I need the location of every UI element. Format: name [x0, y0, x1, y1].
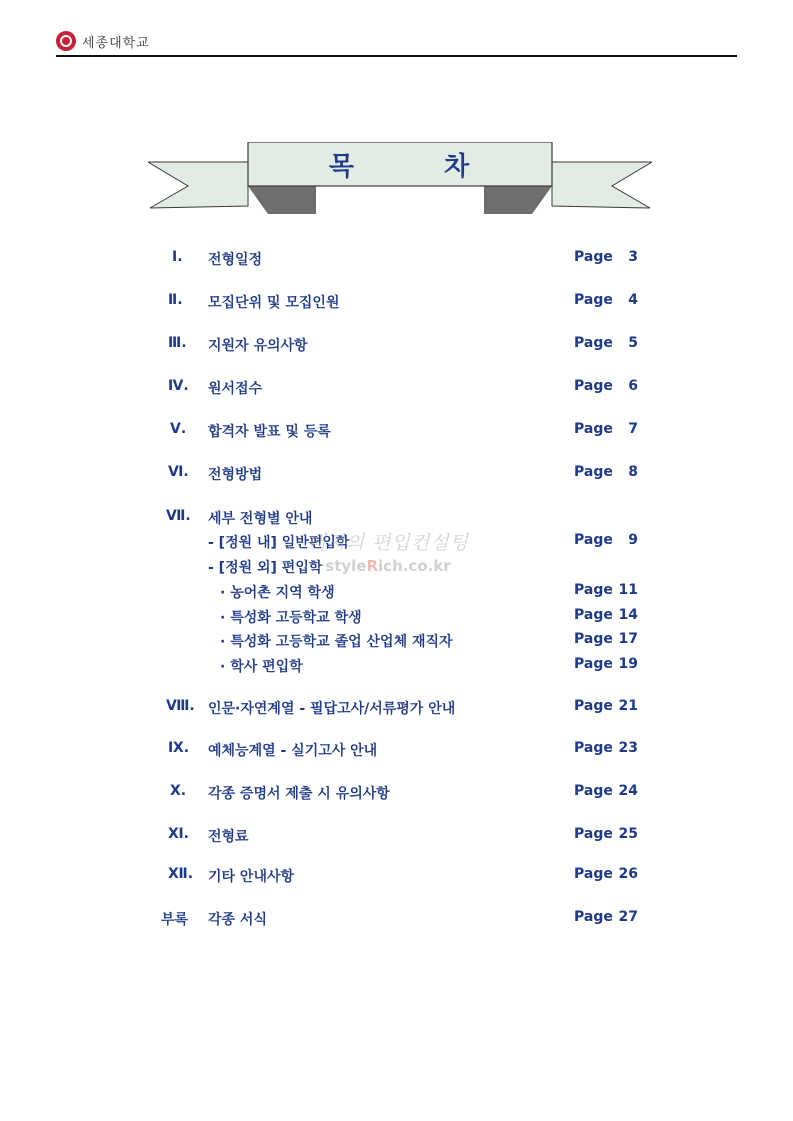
toc-row-title: 전형일정 — [208, 252, 263, 268]
toc-row-title: 예체능계열 - 실기고사 안내 — [208, 743, 378, 759]
toc-row-title: 합격자 발표 및 등록 — [208, 424, 331, 440]
toc-row-page: Page 7 — [574, 421, 638, 437]
toc-row-title: 모집단위 및 모집인원 — [208, 295, 340, 311]
toc-row-page: Page 27 — [574, 909, 638, 925]
toc-row-number: Ⅷ. — [166, 698, 195, 714]
toc-subrow-title: · 농어촌 지역 학생 — [220, 585, 335, 601]
toc-row-title: 각종 서식 — [208, 912, 267, 928]
toc-subrow-page: Page 17 — [574, 631, 638, 647]
toc-row-title: 각종 증명서 제출 시 유의사항 — [208, 786, 390, 802]
toc-subrow-page: Page 19 — [574, 656, 638, 672]
toc-row-number: Ⅶ. — [166, 508, 191, 524]
toc-row-number: Ⅺ. — [168, 826, 189, 842]
toc-row-number: Ⅲ. — [168, 335, 187, 351]
toc-row-page: Page 3 — [574, 249, 638, 265]
toc-row-title: 전형방법 — [208, 467, 263, 483]
toc-row-number: Ⅻ. — [168, 866, 194, 882]
toc-row-title: 지원자 유의사항 — [208, 338, 308, 354]
toc-subrow-title: · 특성화 고등학교 졸업 산업체 재직자 — [220, 634, 453, 650]
toc-row-page: Page 24 — [574, 783, 638, 799]
toc-row-title: 원서접수 — [208, 381, 263, 397]
toc-row-title: 기타 안내사항 — [208, 869, 295, 885]
toc-row-page: Page 8 — [574, 464, 638, 480]
toc-row-page: Page 26 — [574, 866, 638, 882]
toc-title-left: 목 — [328, 151, 356, 182]
watermark-line2: styleRich.co.kr — [325, 557, 451, 575]
toc-row-number: 부록 — [161, 912, 189, 928]
toc-row-number: Ⅴ. — [170, 421, 187, 437]
toc-subrow-title: · 특성화 고등학교 학생 — [220, 610, 362, 626]
toc-row-title: 인문·자연계열 - 필답고사/서류평가 안내 — [208, 701, 456, 717]
toc-subrow-page: Page 14 — [574, 607, 638, 623]
toc-subrow-title: · 학사 편입학 — [220, 659, 303, 675]
toc-row-title: 세부 전형별 안내 — [208, 511, 313, 527]
toc-subrow-title: - [정원 내] 일반편입학 — [208, 535, 350, 551]
toc-row-number: Ⅰ. — [172, 249, 183, 265]
watermark-line1: 대치의 편입컨설팅 — [307, 532, 469, 554]
toc-row-title: 전형료 — [208, 829, 249, 845]
toc-row-number: Ⅱ. — [168, 292, 183, 308]
toc-row-page: Page 5 — [574, 335, 638, 351]
toc-row-page: Page 21 — [574, 698, 638, 714]
toc-subrow-title: - [정원 외] 편입학 — [208, 560, 323, 576]
toc-row-page: Page 25 — [574, 826, 638, 842]
toc-row-number: Ⅵ. — [168, 464, 189, 480]
university-name: 세종대학교 — [82, 35, 150, 51]
toc-row-number: Ⅳ. — [168, 378, 189, 394]
toc-subrow-page: Page 9 — [574, 532, 638, 548]
toc-row-number: Ⅹ. — [170, 783, 187, 799]
toc-row-page: Page 4 — [574, 292, 638, 308]
toc-row-page: Page 23 — [574, 740, 638, 756]
toc-subrow-page: Page 11 — [574, 582, 638, 598]
toc-title-right: 차 — [444, 151, 472, 182]
toc-row-number: Ⅸ. — [168, 740, 190, 756]
toc-row-page: Page 6 — [574, 378, 638, 394]
